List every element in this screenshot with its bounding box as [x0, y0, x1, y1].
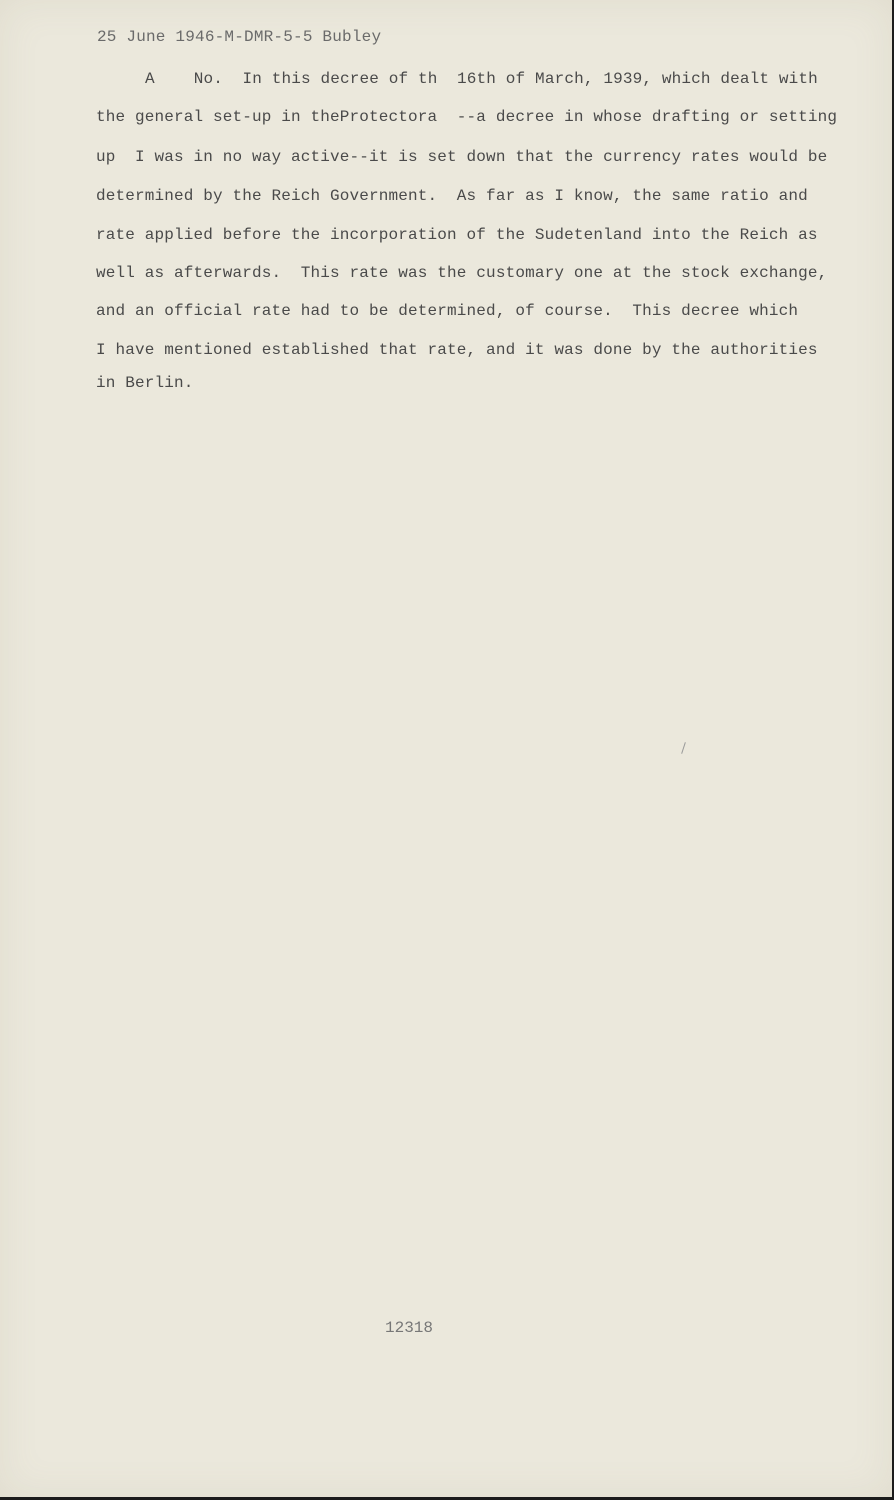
body-line-7: and an official rate had to be determined, of course. This decree which	[96, 302, 799, 320]
body-line-8: I have mentioned established that rate, and it was done by the authorities	[96, 341, 818, 359]
body-line-3: up I was in no way active--it is set down that the currency rates would be	[96, 148, 828, 166]
paper-mark	[681, 742, 686, 754]
body-line-6: well as afterwards. This rate was the customary one at the stock exchange,	[96, 264, 828, 282]
body-line-4: determined by the Reich Government. As far as I know, the same ratio and	[96, 187, 808, 205]
body-line-2: the general set-up in theProtectora --a decree in whose drafting or setting	[96, 108, 838, 126]
body-line-5: rate applied before the incorporation of the Sudetenland into the Reich as	[96, 226, 818, 244]
body-line-1: A No. In this decree of th 16th of March, 1939, which dealt with	[145, 70, 818, 88]
document-header: 25 June 1946-M-DMR-5-5 Bubley	[97, 28, 382, 46]
page-number: 12318	[385, 1319, 434, 1337]
body-line-9: in Berlin.	[96, 374, 194, 392]
